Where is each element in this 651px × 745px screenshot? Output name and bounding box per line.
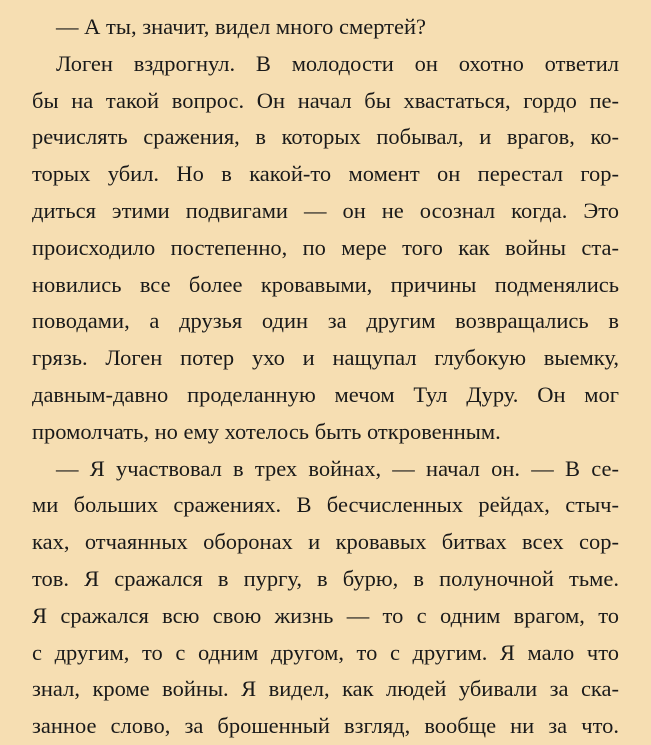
text-line: грязь. Логен потер ухо и нащупал глубокую выемку, [32, 345, 619, 371]
text-line: поводами, а друзья один за другим возвращались в [32, 308, 619, 334]
text-line: — Я участвовал в трех войнах, — начал он. — В се- [56, 455, 619, 481]
text-line: торых убил. Но в какой-то момент он перестал гор- [32, 161, 619, 187]
text-line: речислять сражения, в которых побывал, и врагов, ко- [32, 124, 619, 150]
text-line: Логен вздрогнул. В молодости он охотно ответил [56, 50, 619, 76]
text-line: ми больших сражениях. В бесчисленных рейдах, стыч- [32, 492, 619, 518]
text-line: занное слово, за брошенный взгляд, вообще ни за что. [32, 713, 619, 739]
text-line: бы на такой вопрос. Он начал бы хвастаться, гордо пе- [32, 87, 619, 113]
text-line: промолчать, но ему хотелось быть откровенным. [32, 418, 501, 444]
book-page-text [32, 9, 619, 745]
text-line: с другим, то с одним другом, то с другим. Я мало что [32, 639, 619, 665]
text-line: новились все более кровавыми, причины подменялись [32, 271, 619, 297]
text-line: диться этими подвигами — он не осознал когда. Это [32, 197, 619, 223]
text-line: знал, кроме войны. Я видел, как людей убивали за ска- [32, 676, 619, 702]
text-line: тов. Я сражался в пургу, в бурю, в полуночной тьме. [32, 565, 619, 591]
text-line: — А ты, значит, видел много смертей? [56, 14, 426, 39]
text-line: ках, отчаянных оборонах и кровавых битвах всех сор- [32, 529, 619, 555]
text-line: происходило постепенно, по мере того как войны ста- [32, 234, 619, 260]
text-line: давным-давно проделанную мечом Тул Дуру. Он мог [32, 381, 619, 407]
text-line: Я сражался всю свою жизнь — то с одним врагом, то [32, 602, 619, 628]
